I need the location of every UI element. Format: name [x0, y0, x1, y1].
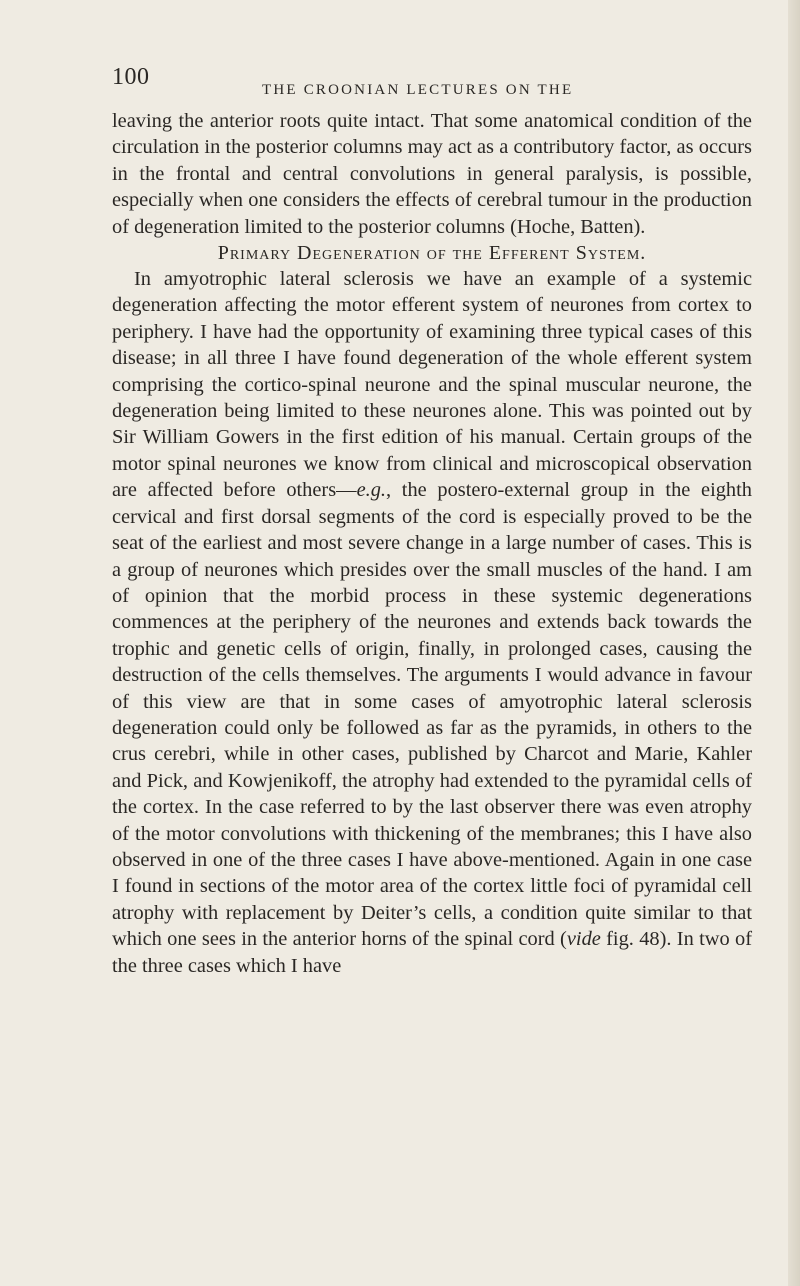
paragraph-text-part3: fig. 48). In two of the three cases which I have — [112, 928, 752, 977]
paragraph-amyotrophic — [112, 266, 752, 979]
section-heading: Primary Degeneration of the Efferent System. — [217, 242, 647, 265]
running-head: THE CROONIAN LECTURES ON THE — [262, 82, 574, 98]
page-edge-shadow — [788, 0, 800, 1286]
paragraph-text-part2: , the postero-external group in the eighth cervical and first dorsal segments of the cord is especially proved to be the seat of the earliest and most severe change in a large number of cases. This is a group of neurones which presides over the small muscles of the hand. I am of opinion that the morbid process in these systemic degenerations commences at the periphery of the neurones and extends back towards the trophic and genetic cells of origin, finally, in prolonged cases, causing the destruction of the cells themselves. The arguments I would advance in favour of this view are that in some cases of amyotrophic lateral sclerosis degeneration could only be followed as far as the pyramids, in others to the crus cerebri, while in other cases, published by Charcot and Marie, Kahler and Pick, and Kowjenikoff, the atrophy had extended to the pyramidal cells of the cortex. In the case referred to by the last observer there was even atrophy of the motor convolutions with thickening of the membranes; this I have also observed in one of the three cases I have above-mentioned. Again in one case I found in sections of the motor area of the cortex little foci of pyramidal cell atrophy with replacement by Deiter’s cells, a condition quite similar to that which one sees in the anterior horns of the spinal cord ( — [112, 479, 752, 951]
page-number: 100 — [112, 64, 150, 90]
italic-eg: e.g. — [356, 479, 387, 502]
page-header — [112, 64, 752, 108]
paragraph-text-part1: In amyotrophic lateral sclerosis we have an example of a systemic degeneration affecting the motor efferent system of neurones from cortex to periphery. I have had the opportunity of examining three typical cases of this disease; in all three I have found degeneration of the whole efferent system comprising the cortico-spinal neurone and the spinal muscular neurone, the degeneration being limited to these neurones alone. This was pointed out by Sir William Gowers in the first edition of his manual. Certain groups of the motor spinal neurones we know from clinical and microscopical observation are affected before others— — [112, 268, 752, 502]
paragraph-continued: leaving the anterior roots quite intact. That some anatomical condition of the circulation in the posterior columns may act as a contributory factor, as occurs in the frontal and central convolutions in general paralysis, is possible, especially when one considers the effects of cerebral tumour in the production of degeneration limited to the posterior columns (Hoche, Batten). — [112, 110, 752, 238]
italic-vide: vide — [566, 928, 601, 951]
body-text — [112, 108, 752, 979]
